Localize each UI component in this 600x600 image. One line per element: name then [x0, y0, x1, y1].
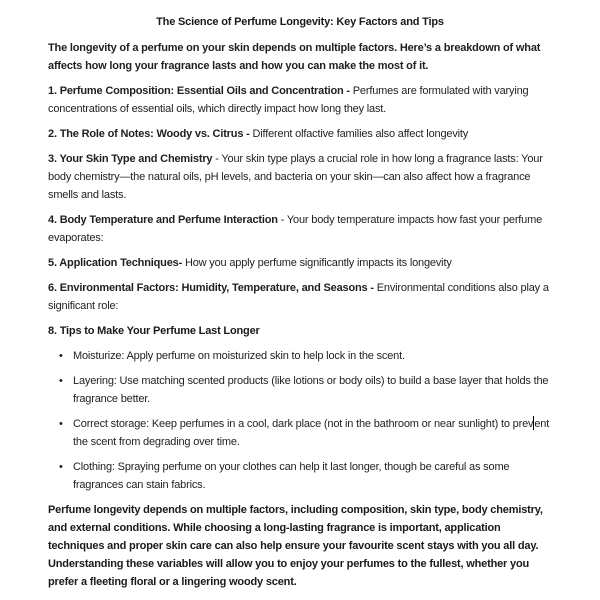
bullet-marker-icon: •	[59, 350, 63, 362]
factor-paragraph-1[interactable]	[48, 82, 552, 118]
bullet-marker-icon: •	[59, 375, 63, 387]
tip-item-moisturize[interactable]	[48, 347, 552, 365]
tip-item-layering[interactable]	[48, 372, 552, 408]
factor-paragraph-4[interactable]	[48, 211, 552, 247]
tip-item-correct-storage[interactable]	[48, 415, 552, 451]
bullet-marker-icon: •	[59, 461, 63, 473]
factor-paragraph-2[interactable]	[48, 125, 552, 143]
factor-paragraph-6[interactable]	[48, 279, 552, 315]
tips-list	[48, 347, 552, 494]
factor-body: Different olfactive families also affect longevity	[249, 128, 469, 140]
factor-paragraph-5[interactable]	[48, 254, 552, 272]
factor-body: Environmental conditions also play a significant role:	[48, 282, 549, 312]
tips-heading[interactable]: 8. Tips to Make Your Perfume Last Longer	[48, 325, 260, 337]
intro-paragraph[interactable]: The longevity of a perfume on your skin depends on multiple factors. Here’s a breakdown of what affects how long your fragrance lasts and how you can make the most of it.	[48, 42, 541, 72]
factor-body: - Your skin type plays a crucial role in how long a fragrance lasts: Your body chemistry—the natural oils, pH levels, and bacteria on your skin—can also affect how a fragrance smells and lasts.	[48, 153, 543, 201]
tip-text: Layering: Use matching scented products (like lotions or body oils) to build a base layer that holds the fragrance better.	[73, 375, 549, 405]
conclusion-paragraph[interactable]: Perfume longevity depends on multiple factors, including composition, skin type, body chemistry, and external conditions. While choosing a long-lasting fragrance is important, application techniques and proper skin care can also help ensure your favourite scent stays with you all day. Understanding these variables will allow you to enjoy your perfumes to the fullest, whether you prefer a fleeting floral or a lingering woody scent.	[48, 504, 543, 588]
factor-lead: 6. Environmental Factors: Humidity, Temperature, and Seasons -	[48, 282, 374, 294]
factor-lead: 4. Body Temperature and Perfume Interaction	[48, 214, 278, 226]
tip-text-before-caret: Correct storage: Keep perfumes in a cool, dark place (not in the bathroom or near sunlight) to prev	[73, 418, 534, 430]
factor-lead: 3. Your Skin Type and Chemistry	[48, 153, 213, 165]
tip-text: Moisturize: Apply perfume on moisturized skin to help lock in the scent.	[73, 350, 405, 362]
factor-lead: 1. Perfume Composition: Essential Oils and Concentration -	[48, 85, 350, 97]
document-title[interactable]: The Science of Perfume Longevity: Key Factors and Tips	[156, 16, 444, 28]
factor-lead: 5. Application Techniques-	[48, 257, 183, 269]
factor-lead: 2. The Role of Notes: Woody vs. Citrus -	[48, 128, 250, 140]
tip-text: Clothing: Spraying perfume on your clothes can help it last longer, though be careful as some fragrances can stain fabrics.	[73, 461, 510, 491]
factor-paragraph-3[interactable]	[48, 150, 552, 204]
bullet-marker-icon: •	[59, 418, 63, 430]
tip-text-after-caret: ent the scent from degrading over time.	[73, 418, 550, 448]
tip-item-clothing[interactable]	[48, 458, 552, 494]
factor-body: - Your body temperature impacts how fast your perfume evaporates:	[48, 214, 543, 244]
factor-body: Perfumes are formulated with varying concentrations of essential oils, which directly impact how long they last.	[48, 85, 529, 115]
factor-body: How you apply perfume significantly impacts its longevity	[182, 257, 452, 269]
